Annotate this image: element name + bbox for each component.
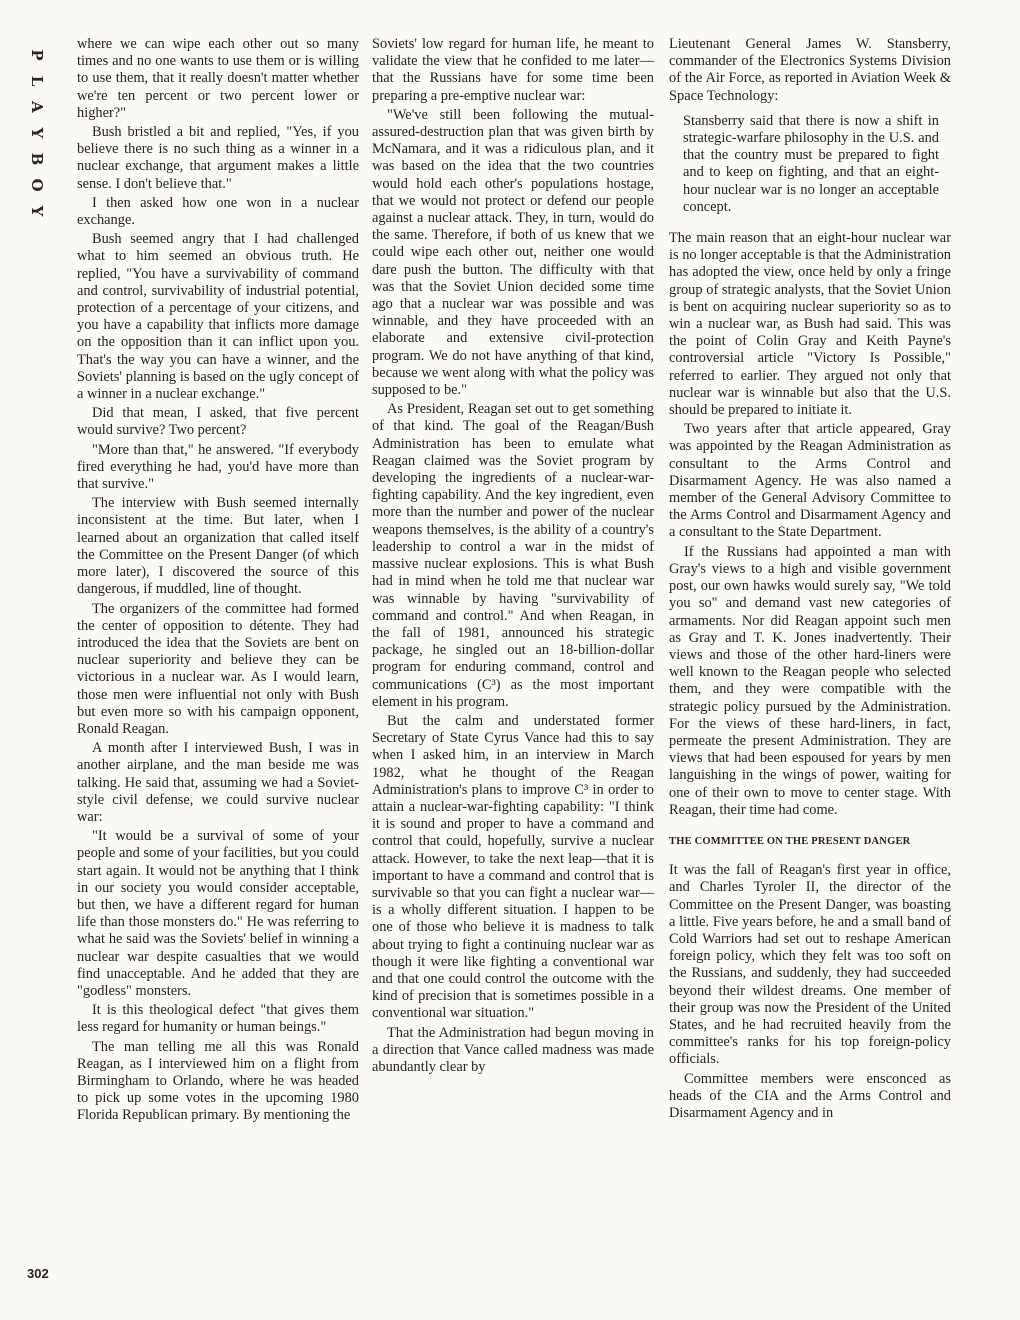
brand-letter: Y xyxy=(28,127,46,139)
paragraph: The interview with Bush seemed internally inconsistent at the time. But later, when I learned about an organization that called itself the Committee on the Present Danger (of which more later), I discovered the source of this dangerous, if muddled, line of thought. xyxy=(77,495,359,598)
block-quote: Stansberry said that there is now a shift in strategic-warfare philosophy in the U.S. and that the country must be prepared to fight and to keep on fighting, and that an eight-hour nuclear war is no longer an acceptable concept. xyxy=(683,112,939,215)
paragraph: The main reason that an eight-hour nuclear war is no longer acceptable is that the Administration has adopted the view, once held by only a fringe group of strategic analysts, that the Soviet Union is bent on acquiring nuclear superiority so as to win a nuclear war, as Bush had said. This was the point of Colin Gray and Keith Payne's controversial article "Victory Is Possible," referred to earlier. They argued not only that nuclear war is winnable but also that the U.S. should be prepared to initiate it. xyxy=(669,230,951,419)
section-heading: THE COMMITTEE ON THE PRESENT DANGER xyxy=(669,835,911,847)
page-number: 302 xyxy=(27,1266,49,1281)
brand-letter: Y xyxy=(28,205,46,217)
text-column-2 xyxy=(372,36,654,1286)
paragraph: Did that mean, I asked, that five percent would survive? Two percent? xyxy=(77,405,359,439)
paragraph: Bush bristled a bit and replied, "Yes, if you believe there is no such thing as a winner in a nuclear exchange, that argument makes a little sense. I don't believe that." xyxy=(77,124,359,192)
brand-letter: L xyxy=(28,75,46,87)
paragraph: Lieutenant General James W. Stansberry, commander of the Electronics Systems Division of the Air Force, as reported in Aviation Week & Space Technology: xyxy=(669,36,951,104)
paragraph: "We've still been following the mutual-assured-destruction plan that was given birth by McNamara, and it was a ridiculous plan, and it was based on the idea that the two countries would hold each other's populations hostage, that we would not protect or defend our people against a nuclear attack. They, in turn, would do the same. Therefore, if both of us knew that we could wipe each other out, neither one would dare push the button. The difficulty with that was that the Soviet Union decided some time ago that a nuclear war was possible and was winnable, and they have proceeded with an elaborate and extensive civil-protection program. We do not have anything of that kind, because we went along with what the policy was supposed to be." xyxy=(372,106,654,399)
paragraph: That the Administration had begun moving in a direction that Vance called madness was made abundantly clear by xyxy=(372,1024,654,1075)
paragraph: The man telling me all this was Ronald Reagan, as I interviewed him on a flight from Birmingham to Orlando, where he was headed to pick up some votes in the upcoming 1980 Florida Republican primary. By mentioning the xyxy=(77,1038,359,1124)
paragraph: Two years after that article appeared, Gray was appointed by the Reagan Administration as consultant to the Arms Control and Disarmament Agency. He was also named a member of the General Advisory Committee to the Arms Control and Disarmament Agency and a consultant to the State Department. xyxy=(669,421,951,541)
paragraph: But the calm and understated former Secretary of State Cyrus Vance had this to say when I asked him, in an interview in March 1982, what he thought of the Reagan Administration's plans to improve C³ in order to attain a nuclear-war-fighting capability: "I think it is sound and proper to have a command and control that could, hopefully, survive a nuclear attack. However, to take the next leap—that it is important to have a command and control that is survivable so that you can fight a nuclear war—is a wholly different situation. I happen to be one of those who believe it is madness to talk about trying to fight a continuing nuclear war as though it were like fighting a conventional war and that one could control the outcome with the kind of precision that is sometimes possible in a conventional war situation." xyxy=(372,712,654,1022)
brand-letter: B xyxy=(28,152,46,166)
text-column-1 xyxy=(77,36,359,1286)
paragraph: Bush seemed angry that I had challenged what to him seemed an obvious truth. He replied, "You have a survivability of command and control, survivability of industrial potential, protection of a percentage of your citizens, and you have a capability that inflicts more damage on the opposition than it can inflict upon you. That's the way you can have a winner, and the Soviets' planning is based on the ugly concept of a winner in a nuclear exchange." xyxy=(77,231,359,403)
paragraph: I then asked how one won in a nuclear exchange. xyxy=(77,194,359,229)
paragraph: Soviets' low regard for human life, he meant to validate the view that he confided to me later—that the Russians have for some time been preparing a pre-emptive nuclear war: xyxy=(372,36,654,104)
magazine-brand-vertical xyxy=(27,42,47,224)
paragraph: As President, Reagan set out to get something of that kind. The goal of the Reagan/Bush Administration has been to emulate what Reagan claimed was the Soviet program by developing the ingredients of a nuclear-war-fighting capability. And the key ingredient, even more than the number and power of the nuclear weapons themselves, is the ability of a country's leadership to control a war in the midst of massive nuclear explosions. This is what Bush had in mind when he told me that nuclear war was winnable by having "survivability of command and control." And when Reagan, in the fall of 1981, announced his strategic package, he singled out an 18-billion-dollar program for enduring command, control and communications (C³) as the most important element in his program. xyxy=(372,401,654,710)
paragraph: "More than that," he answered. "If everybody fired everything he had, you'd have more than that survive." xyxy=(77,441,359,493)
paragraph: where we can wipe each other out so many times and no one wants to use them or is willing to use them, that it really doesn't matter whether we're ten percent or two percent lower or higher?" xyxy=(77,36,359,121)
brand-letter: O xyxy=(28,178,46,192)
paragraph: A month after I interviewed Bush, I was in another airplane, and the man beside me was talking. He said that, assuming we had a Soviet-style civil defense, we could survive nuclear war: xyxy=(77,740,359,825)
paragraph: It is this theological defect "that gives them less regard for humanity or human beings." xyxy=(77,1002,359,1036)
paragraph: It was the fall of Reagan's first year in office, and Charles Tyroler II, the director of the Committee on the Present Danger, was boasting a little. Five years before, he and a small band of Cold Warriors had set out to reshape American foreign policy, which they felt was too soft on the Russians, and suddenly, they had succeeded beyond their wildest dreams. One member of their group was now the President of the United States, and he had recruited heavily from the committee's ranks for his top foreign-policy officials. xyxy=(669,862,951,1068)
paragraph: The organizers of the committee had formed the center of opposition to détente. They had introduced the idea that the Soviets are bent on nuclear superiority and believe they can be victorious in a nuclear war. As I would learn, those men were influential not only with Bush but even more so with his campaign opponent, Ronald Reagan. xyxy=(77,600,359,737)
text-column-3 xyxy=(669,36,951,1286)
paragraph: Committee members were ensconced as heads of the CIA and the Arms Control and Disarmament Agency and in xyxy=(669,1070,951,1121)
brand-letter: P xyxy=(28,49,46,61)
brand-letter: A xyxy=(28,101,46,113)
paragraph: "It would be a survival of some of your people and some of your facilities, but you could start again. It would not be anything that I think in our society you would consider acceptable, but then, we have a different regard for human life than those monsters do." He was referring to what he said was the Soviets' belief in winning a nuclear war despite casualties that we would find unacceptable. And he added that they are "godless" monsters. xyxy=(77,828,359,999)
paragraph: If the Russians had appointed a man with Gray's views to a high and visible government post, our own hawks would surely say, "We told you so" and demand vast new categories of armaments. Nor did Reagan appoint such men as Gray and T. K. Jones inadvertently. Their views and those of the other hard-liners were well known to the Reagan people who selected them, and they were compatible with the strategic policy pursued by the Administration. For the views of these hard-liners, in fact, permeate the present Administration. They are views that had been espoused for years by men languishing in the wings of power, waiting for one of their own to move to center stage. With Reagan, their time had come. xyxy=(669,543,951,818)
